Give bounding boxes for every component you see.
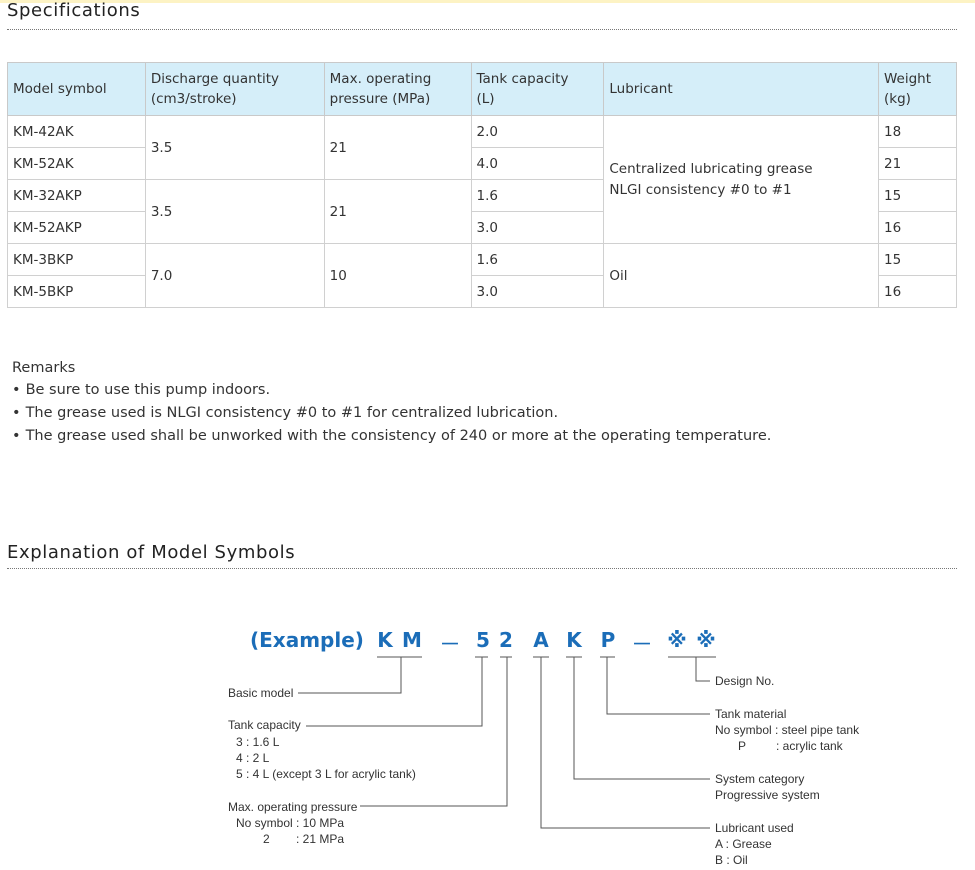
code-char-A: A: [533, 628, 549, 652]
pressure-option-code: 2: [263, 832, 270, 846]
tank-cell: 3.0: [471, 212, 604, 244]
specifications-title: Specifications: [7, 0, 141, 21]
tank-material-option: No symbol : steel pipe tank: [715, 723, 860, 737]
discharge-cell: 3.5: [145, 116, 324, 180]
discharge-cell: 7.0: [145, 244, 324, 308]
weight-cell: 18: [878, 116, 956, 148]
model-cell: KM-5BKP: [8, 276, 146, 308]
model-symbols-divider: [7, 568, 957, 569]
pressure-option-value: : 21 MPa: [296, 832, 345, 846]
header-model-symbol: Model symbol: [8, 63, 146, 116]
pressure-option: No symbol : 10 MPa: [236, 816, 345, 830]
table-row: [8, 244, 957, 276]
line-pressure: [360, 657, 507, 806]
code-char-5: 5: [476, 628, 490, 652]
discharge-cell: 3.5: [145, 180, 324, 244]
model-cell: KM-42AK: [8, 116, 146, 148]
weight-cell: 15: [878, 180, 956, 212]
remark-item: • Be sure to use this pump indoors.: [12, 382, 271, 398]
model-cell: KM-52AK: [8, 148, 146, 180]
example-label: (Example): [250, 628, 364, 652]
lubricant-cell-grease: Centralized lubricating grease NLGI consistency #0 to #1: [604, 116, 879, 244]
bullet-icon: •: [12, 428, 21, 444]
pressure-cell: 21: [324, 180, 471, 244]
code-char-mark1: ※: [667, 628, 687, 652]
specifications-divider: [7, 29, 957, 30]
line-tank-capacity: [306, 657, 482, 726]
model-symbols-title: Explanation of Model Symbols: [7, 542, 296, 563]
lubricant-used-title: Lubricant used: [715, 821, 794, 835]
tank-capacity-title: Tank capacity: [228, 718, 301, 732]
model-cell: KM-32AKP: [8, 180, 146, 212]
tank-cell: 2.0: [471, 116, 604, 148]
code-char-K: K: [377, 628, 393, 652]
table-row: [8, 116, 957, 148]
code-char-K2: K: [566, 628, 582, 652]
remark-item: • The grease used is NLGI consistency #0 to #1 for centralized lubrication.: [12, 405, 559, 421]
pressure-cell: 21: [324, 116, 471, 180]
tank-material-option-value: : acrylic tank: [776, 739, 843, 753]
header-lubricant: Lubricant: [604, 63, 879, 116]
tank-cell: 1.6: [471, 180, 604, 212]
tank-capacity-option: 5 : 4 L (except 3 L for acrylic tank): [236, 767, 416, 781]
pressure-cell: 10: [324, 244, 471, 308]
code-char-dash: －: [440, 632, 460, 656]
code-char-P: P: [600, 628, 616, 652]
header-discharge-quantity: Discharge quantity (cm3/stroke): [145, 63, 324, 116]
weight-cell: 21: [878, 148, 956, 180]
header-weight: Weight (kg): [878, 63, 956, 116]
tank-cell: 3.0: [471, 276, 604, 308]
tank-material-title: Tank material: [715, 707, 787, 721]
pressure-title: Max. operating pressure: [228, 800, 358, 814]
system-category-option: Progressive system: [715, 788, 820, 802]
basic-model-label: Basic model: [228, 686, 294, 700]
table-header-row: [8, 63, 957, 116]
design-no-label: Design No.: [715, 674, 775, 688]
model-cell: KM-3BKP: [8, 244, 146, 276]
code-char-2: 2: [499, 628, 513, 652]
weight-cell: 16: [878, 276, 956, 308]
line-system-category: [574, 657, 710, 779]
lubricant-cell-oil: Oil: [604, 244, 879, 308]
remarks-block: [12, 360, 771, 451]
lubricant-used-option: B : Oil: [715, 853, 748, 867]
top-accent-bar: [0, 0, 975, 3]
model-cell: KM-52AKP: [8, 212, 146, 244]
line-lubricant-used: [541, 657, 710, 828]
system-category-title: System category: [715, 772, 805, 786]
lubricant-used-option: A : Grease: [715, 837, 772, 851]
bullet-icon: •: [12, 405, 21, 421]
weight-cell: 16: [878, 212, 956, 244]
tank-capacity-option: 4 : 2 L: [236, 751, 270, 765]
remark-item: • The grease used shall be unworked with the consistency of 240 or more at the operating temperature.: [12, 428, 772, 444]
tank-material-option-code: P: [738, 739, 747, 753]
weight-cell: 15: [878, 244, 956, 276]
tank-capacity-option: 3 : 1.6 L: [236, 735, 280, 749]
line-tank-material: [607, 657, 710, 714]
tank-cell: 4.0: [471, 148, 604, 180]
remarks-heading: Remarks: [12, 360, 76, 376]
code-char-M: M: [402, 628, 422, 652]
model-symbol-diagram: [0, 620, 975, 870]
tank-cell: 1.6: [471, 244, 604, 276]
header-tank-capacity: Tank capacity (L): [471, 63, 604, 116]
line-design-no: [696, 657, 710, 681]
line-basic-model: [298, 657, 401, 693]
bullet-icon: •: [12, 382, 21, 398]
header-max-pressure: Max. operating pressure (MPa): [324, 63, 471, 116]
code-char-mark2: ※: [696, 628, 716, 652]
specifications-table: [7, 62, 957, 308]
code-char-dash2: －: [632, 632, 652, 656]
